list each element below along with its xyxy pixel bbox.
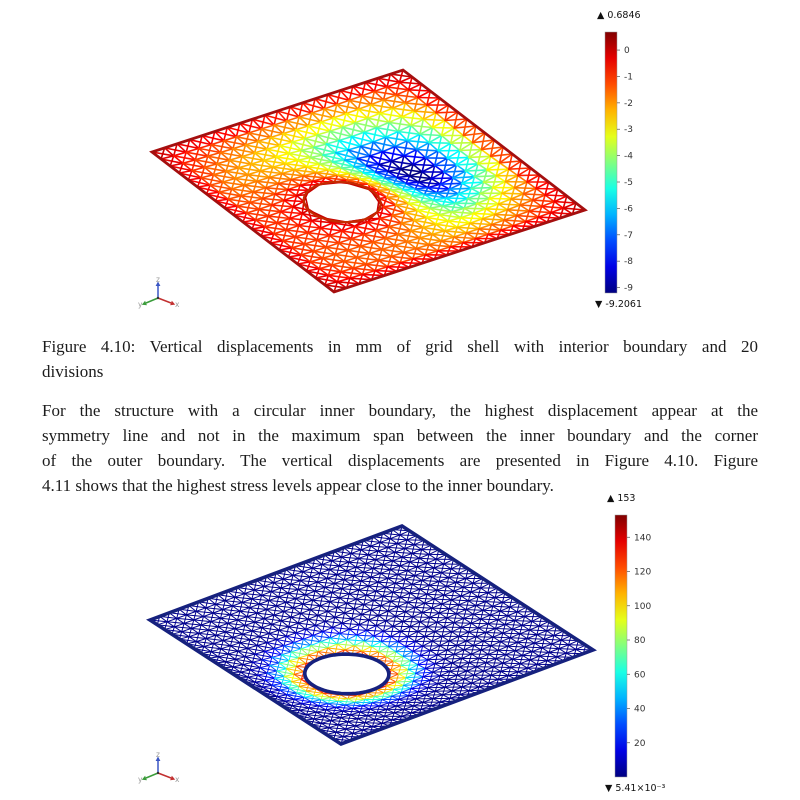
colorbar — [605, 493, 666, 794]
triad-y-label: y — [138, 300, 143, 309]
colorbar-min-label: ▼ 5.41×10⁻³ — [605, 783, 666, 794]
caption-line-1: Figure 4.10: Vertical displacements in mm of grid shell with interior boundary and 20 — [42, 337, 758, 356]
grid-shell-mesh — [152, 70, 585, 292]
triad-z-label: z — [156, 275, 160, 284]
triad-x-label: x — [175, 300, 180, 309]
colorbar-tick-label: 80 — [634, 636, 646, 647]
colorbar-tick-label: 100 — [634, 601, 652, 612]
colorbar-tick-label: -4 — [624, 151, 633, 162]
triad-z-label: z — [156, 750, 160, 759]
colorbar-tick-label: -1 — [624, 72, 633, 83]
colorbar-tick-label: -9 — [624, 283, 633, 294]
figure-4-10-plot — [0, 0, 800, 335]
colorbar-max-label: ▲ 0.6846 — [597, 10, 641, 21]
colorbar-tick-label: -8 — [624, 257, 633, 268]
colorbar-tick-label: -2 — [624, 98, 633, 109]
caption-line-2: divisions — [42, 362, 104, 381]
grid-shell-mesh — [150, 526, 593, 744]
colorbar-min-label: ▼ -9.2061 — [595, 299, 642, 310]
colorbar-max-label: ▲ 153 — [607, 493, 636, 504]
paragraph-line-2: symmetry line and not in the maximum span between the inner boundary and the corner — [42, 426, 758, 445]
triad-y-label: y — [138, 775, 143, 784]
figure-4-10-caption — [42, 334, 758, 384]
axis-triad — [138, 750, 180, 784]
colorbar-tick-label: -5 — [624, 178, 633, 189]
figure-4-11-plot — [0, 485, 800, 800]
colorbar-tick-label: 0 — [624, 46, 630, 57]
triad-x-label: x — [175, 775, 180, 784]
colorbar-tick-label: 120 — [634, 567, 652, 578]
paragraph-line-1: For the structure with a circular inner boundary, the highest displacement appear at the — [42, 401, 758, 420]
colorbar-tick-label: 140 — [634, 533, 652, 544]
colorbar-tick-label: -6 — [624, 204, 633, 215]
colorbar-tick-label: -3 — [624, 125, 633, 136]
colorbar-tick-label: 40 — [634, 704, 646, 715]
colorbar-tick-label: 20 — [634, 738, 646, 749]
paragraph-line-4: 4.11 shows that the highest stress levels appear close to the inner boundary. — [42, 476, 554, 495]
colorbar-tick-label: 60 — [634, 670, 646, 681]
paragraph-line-3: of the outer boundary. The vertical displacements are presented in Figure 4.10. Figure — [42, 451, 758, 470]
colorbar — [595, 10, 642, 310]
colorbar-tick-label: -7 — [624, 230, 633, 241]
axis-triad — [138, 275, 180, 309]
inner-boundary-ring — [305, 654, 389, 694]
body-paragraph — [42, 398, 758, 498]
